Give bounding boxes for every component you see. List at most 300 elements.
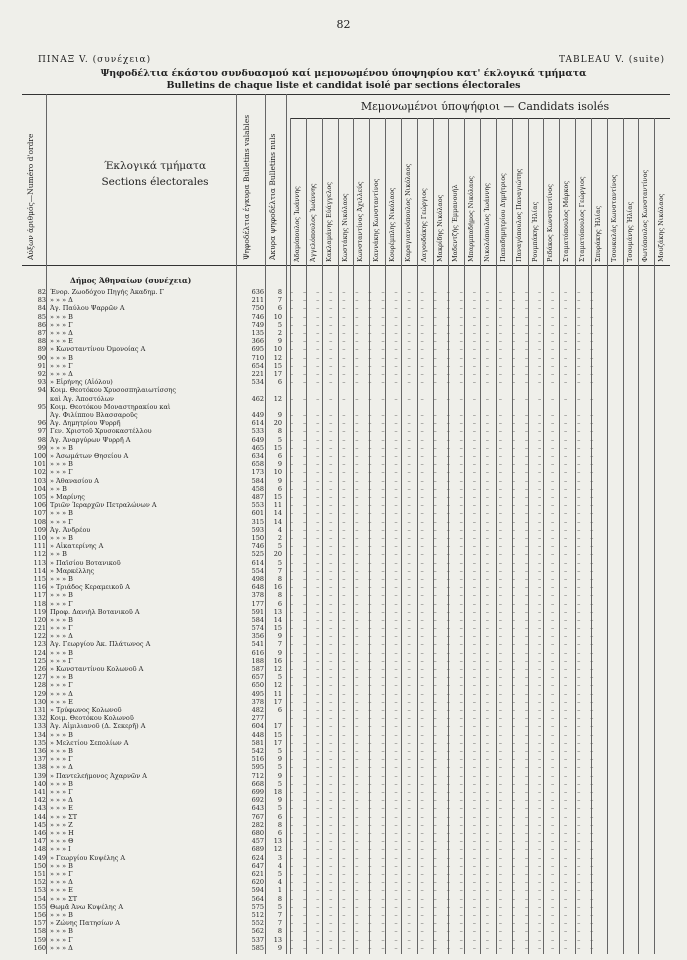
row-valid: 750 — [251, 304, 264, 313]
row-number: 133 — [33, 722, 46, 731]
row-section: » » » Β — [50, 509, 73, 518]
divider — [46, 94, 47, 954]
row-valid: 135 — [251, 328, 264, 337]
row-valid: 465 — [251, 443, 264, 452]
row-section: » » » Β — [50, 673, 73, 682]
row-valid: 449 — [251, 410, 264, 419]
row-valid: 767 — [251, 812, 264, 821]
row-number: 118 — [33, 599, 46, 608]
row-valid: 699 — [251, 788, 264, 797]
header-bottom-rule — [22, 265, 670, 266]
row-valid: 616 — [251, 648, 264, 657]
row-candidate-dashes: –––––––––––––––––––––––– — [290, 755, 604, 764]
row-number: 107 — [33, 509, 46, 518]
row-candidate-dashes: –––––––––––––––––––––––– — [290, 845, 604, 854]
row-null: 9 — [277, 796, 282, 805]
row-valid: 448 — [251, 730, 264, 739]
row-section: » » » Β — [50, 911, 73, 919]
row-null: 2 — [277, 328, 282, 337]
row-section: » Άσωμάτων Θησείου Α — [50, 451, 129, 460]
row-valid: 749 — [251, 320, 264, 329]
row-number: 128 — [33, 681, 46, 690]
row-null: 18 — [273, 788, 282, 797]
row-section: » » » Β — [50, 861, 73, 870]
row-section: » » » Β — [50, 574, 73, 583]
row-null: 5 — [277, 747, 282, 756]
row-number: 96 — [37, 419, 46, 428]
row-null: 5 — [277, 870, 282, 879]
row-candidate-dashes: –––––––––––––––––––––––– — [290, 689, 604, 698]
col-null-header: Άκυρα ψηφοδέλτια Bulletins nuls — [268, 133, 277, 260]
row-number: 103 — [33, 476, 46, 485]
row-valid: 587 — [251, 665, 264, 674]
row-section: » » » Β — [50, 747, 73, 756]
row-candidate-dashes: –––––––––––––––––––––––– — [290, 304, 604, 313]
row-null: 10 — [273, 312, 282, 321]
row-null: 5 — [277, 763, 282, 772]
row-candidate-dashes: –––––––––––––––––––––––– — [290, 378, 604, 387]
row-number: 95 — [37, 402, 46, 411]
row-section: » Μαρίνης — [50, 492, 85, 501]
row-candidate-dashes: –––––––––––––––––––––––– — [290, 353, 604, 362]
row-valid: 458 — [251, 484, 264, 493]
row-valid: 712 — [251, 771, 264, 780]
row-valid: 516 — [251, 755, 264, 764]
candidate-name: Μουζάκης Νικόλαος — [657, 193, 666, 262]
row-null: 17 — [273, 697, 282, 706]
candidate-name: Άγγελόπουλος Ίωάννης — [308, 183, 317, 262]
row-null: 5 — [277, 902, 282, 911]
row-section: Θωμᾶ Άνω Κυψέλης Α — [50, 902, 124, 911]
row-candidate-dashes: –––––––––––––––––––––––– — [290, 632, 604, 641]
row-null: 4 — [277, 861, 282, 870]
row-valid: 533 — [251, 427, 264, 436]
row-section: » Παϊσίου Βοτανικοῦ — [50, 558, 121, 567]
title-greek: Ψηφοδέλτια έκάστου συνδυασμού καί μεμονωμένου ύποψηφίου κατ' έκλογικά τμήματα — [100, 68, 587, 79]
section-header-fr: Sections électorales — [101, 176, 209, 188]
row-null: 5 — [277, 779, 282, 788]
row-number: 104 — [33, 484, 46, 493]
row-section: » » » Β — [50, 591, 73, 600]
row-valid: 575 — [251, 902, 264, 911]
row-valid: 315 — [251, 517, 264, 526]
row-candidate-dashes: –––––––––––––––––––––––– — [290, 747, 604, 756]
row-valid: 356 — [251, 632, 264, 641]
row-number: 155 — [33, 902, 46, 911]
row-valid: 643 — [251, 804, 264, 813]
row-valid: 595 — [251, 763, 264, 772]
row-section: » » » Ι — [50, 845, 71, 854]
row-number: 159 — [33, 935, 46, 944]
row-valid: 482 — [251, 706, 264, 715]
candidate-name: Καννάκης Κωνσταντίνος — [372, 178, 381, 262]
candidate-name: Άδαμόπουλος Ίωάννης — [293, 186, 301, 262]
row-number: 124 — [33, 648, 46, 657]
row-number: 111 — [33, 542, 46, 551]
row-candidate-dashes: –––––––––––––––––––––––– — [290, 320, 604, 329]
row-null: 13 — [273, 837, 282, 846]
header-right: TABLEAU V. (suite) — [558, 55, 665, 65]
row-number: 108 — [33, 517, 46, 526]
row-section: » » » Ε — [50, 886, 73, 895]
row-section: Άγ. Αἰμιλιανοῦ (Δ. Σεκερῆ) Α — [50, 722, 146, 731]
row-candidate-dashes: –––––––––––––––––––––––– — [290, 812, 604, 821]
row-number: 112 — [33, 550, 46, 559]
page-number: 82 — [336, 18, 351, 31]
row-candidate-dashes: –––––––––––––––––––––––– — [290, 607, 604, 616]
row-number: 160 — [33, 943, 46, 952]
row-number: 132 — [33, 714, 46, 723]
row-candidate-dashes: –––––––––––––––––––––––– — [290, 583, 604, 592]
row-candidate-dashes: –––––––––––––––––––––––– — [290, 525, 604, 534]
row-null: 15 — [273, 624, 282, 633]
row-null: 5 — [277, 673, 282, 682]
row-section: » » » Β — [50, 443, 73, 452]
row-candidate-dashes: –––––––––––––––––––––––– — [290, 410, 604, 419]
candidate-name: Παπαδημητρίου Δημήτριος — [498, 173, 507, 262]
row-section: Άγ. Γεωργίου Άκ. Πλάτωνος Α — [50, 640, 151, 649]
row-candidate-dashes: –––––––––––––––––––––––– — [290, 779, 604, 788]
row-valid: 534 — [251, 378, 264, 387]
row-section: » » » Δ — [50, 296, 73, 305]
row-candidate-dashes: –––––––––––––––––––––––– — [290, 288, 604, 296]
divider — [236, 94, 237, 954]
row-candidate-dashes: –––––––––––––––––––––––– — [290, 902, 604, 911]
row-null: 15 — [273, 443, 282, 452]
row-valid: 378 — [251, 591, 264, 600]
row-valid: 498 — [251, 574, 264, 583]
row-valid: 495 — [251, 689, 264, 698]
row-valid: 692 — [251, 796, 264, 805]
row-number: 113 — [33, 558, 46, 567]
row-null: 4 — [277, 878, 282, 887]
row-number: 137 — [33, 755, 46, 764]
candidate-name: Κωστάκης Νικόλαος — [340, 193, 349, 262]
row-candidate-dashes: –––––––––––––––––––––––– — [290, 451, 604, 460]
row-section: » Μαρκέλλης — [50, 566, 95, 575]
row-valid: 525 — [251, 550, 264, 559]
row-candidate-dashes: –––––––––––––––––––––––– — [290, 829, 604, 838]
col-valid-header: Ψηφοδέλτια έγκυρα Bulletins valables — [242, 114, 251, 260]
row-null: 5 — [277, 320, 282, 329]
row-number: 146 — [33, 829, 46, 838]
row-null: 15 — [273, 730, 282, 739]
row-number: 152 — [33, 878, 46, 887]
row-number: 102 — [33, 468, 46, 477]
row-valid: 614 — [251, 558, 264, 567]
row-candidate-dashes: –––––––––––––––––––––––– — [290, 894, 604, 903]
row-null: 16 — [273, 656, 282, 665]
candidate-name: Σταματόπουλος Γεώργιος — [578, 176, 586, 262]
row-number: 88 — [37, 337, 46, 346]
candidate-name: Σταματόπουλος Μάρκος — [562, 180, 571, 262]
row-null: 5 — [277, 558, 282, 567]
row-null: 16 — [273, 583, 282, 592]
title-french: Bulletins de chaque liste et candidat isolé par sections électorales — [166, 80, 521, 91]
row-number: 121 — [33, 624, 46, 633]
row-null: 12 — [273, 353, 282, 362]
row-number: 105 — [33, 492, 46, 501]
row-section: Κοιμ. Θεοτόκου Μοναστηρακίου καὶ — [50, 402, 171, 411]
row-candidate-dashes: –––––––––––––––––––––––– — [290, 566, 604, 575]
row-section: » » » Β — [50, 927, 73, 936]
row-candidate-dashes: –––––––––––––––––––––––– — [290, 591, 604, 600]
row-candidate-dashes: –––––––––––––––––––––––– — [290, 312, 604, 321]
col-number-header: Αύξων άριθμός—Numéro d'ordre — [26, 133, 35, 260]
row-valid: 614 — [251, 419, 264, 428]
row-candidate-dashes: –––––––––––––––––––––––– — [290, 337, 604, 346]
row-section: Άγ. Φιλίππου Βλασσαροῦς — [50, 410, 138, 419]
row-valid: 657 — [251, 673, 264, 682]
row-valid: 378 — [251, 697, 264, 706]
row-number: 110 — [33, 533, 46, 542]
row-null: 12 — [273, 394, 282, 403]
row-candidate-dashes: –––––––––––––––––––––––– — [290, 533, 604, 542]
row-valid: 282 — [251, 820, 264, 829]
row-valid: 594 — [251, 886, 264, 895]
row-number: 101 — [33, 460, 46, 469]
row-valid: 221 — [251, 369, 264, 378]
row-section: » » » Θ — [50, 837, 74, 846]
row-null: 12 — [273, 665, 282, 674]
row-valid: 457 — [251, 837, 264, 846]
row-section: » » » Δ — [50, 689, 73, 698]
row-candidate-dashes: –––––––––––––––––––––––– — [290, 615, 604, 624]
row-candidate-dashes: –––––––––––––––––––––––– — [290, 492, 604, 501]
row-null: 7 — [277, 640, 282, 649]
row-section: » Εἰρήνης (Αἰόλου) — [50, 378, 113, 387]
row-null: 8 — [277, 591, 282, 600]
row-valid: 177 — [251, 599, 264, 608]
row-number: 117 — [33, 591, 46, 600]
row-candidate-dashes: –––––––––––––––––––––––– — [290, 796, 604, 805]
row-valid: 277 — [251, 714, 264, 723]
row-section: » » » Β — [50, 730, 73, 739]
row-number: 123 — [33, 640, 46, 649]
row-candidate-dashes: –––––––––––––––––––––––– — [290, 763, 604, 772]
row-section: » Άθανασίου Α — [50, 476, 99, 485]
row-number: 143 — [33, 804, 46, 813]
candidate-name: Λαγουδάκης Γεώργιος — [419, 188, 428, 262]
row-null: 12 — [273, 681, 282, 690]
row-candidate-dashes: –––––––––––––––––––––––– — [290, 730, 604, 739]
row-number: 139 — [33, 771, 46, 780]
row-section: » » » Δ — [50, 878, 73, 887]
row-valid: 680 — [251, 829, 264, 838]
row-null: 13 — [273, 935, 282, 944]
row-null: 9 — [277, 632, 282, 641]
row-null: 9 — [277, 771, 282, 780]
row-null: 5 — [277, 542, 282, 551]
row-candidate-dashes: –––––––––––––––––––––––– — [290, 665, 604, 674]
candidate-name: Νικολόπουλος Ίωάννης — [483, 183, 491, 262]
row-section: Τριῶν Ίεραρχῶν Πετραλώνων Α — [50, 501, 157, 510]
row-number: 93 — [37, 378, 46, 387]
row-valid: 689 — [251, 845, 264, 854]
row-section: Άγ. Άνδρέου — [50, 525, 91, 534]
divider — [286, 94, 287, 954]
row-null: 15 — [273, 361, 282, 370]
row-section: » » Β — [50, 484, 67, 493]
candidate-name: Φωτόπουλος Κωνσταντίνος — [641, 169, 650, 262]
row-candidate-dashes: –––––––––––––––––––––––– — [290, 911, 604, 919]
row-number: 150 — [33, 861, 46, 870]
row-candidate-dashes: –––––––––––––––––––––––– — [290, 919, 604, 928]
row-null: 4 — [277, 525, 282, 534]
row-number: 148 — [33, 845, 46, 854]
row-null: 9 — [277, 943, 282, 952]
row-null: 9 — [277, 337, 282, 346]
row-section: » Κωνσταντίνου Κολωνοῦ Α — [50, 665, 144, 674]
row-null: 1 — [277, 886, 282, 895]
row-null: 13 — [273, 607, 282, 616]
row-null: 10 — [273, 468, 282, 477]
row-null: 5 — [277, 435, 282, 444]
row-candidate-dashes: –––––––––––––––––––––––– — [290, 640, 604, 649]
row-valid: 648 — [251, 583, 264, 592]
row-valid: 584 — [251, 615, 264, 624]
divider — [265, 94, 266, 954]
row-section: » » » Β — [50, 648, 73, 657]
row-valid: 654 — [251, 361, 264, 370]
row-candidate-dashes: –––––––––––––––––––––––– — [290, 706, 604, 715]
row-null: 7 — [277, 566, 282, 575]
candidate-name: Μαδεντζής Έμμανουήλ — [451, 184, 460, 262]
row-number: 97 — [37, 427, 46, 436]
row-section: » Τριάδος Κεραμεικοῦ Α — [50, 583, 130, 592]
row-candidate-dashes: –––––––––––––––––––––––– — [290, 394, 604, 403]
row-valid: 710 — [251, 353, 264, 362]
candidate-name: Καραγιαννόπουλος Νικόλαος — [403, 163, 412, 262]
row-number: 100 — [33, 451, 46, 460]
row-number: 134 — [33, 730, 46, 739]
row-null: 6 — [277, 706, 282, 715]
row-null: 9 — [277, 648, 282, 657]
row-valid: 562 — [251, 927, 264, 936]
candidate-name: Ρεδάκος Κωνσταντίνος — [546, 184, 555, 262]
row-valid: 462 — [251, 394, 264, 403]
row-number: 156 — [33, 911, 46, 919]
row-valid: 695 — [251, 345, 264, 354]
row-candidate-dashes: –––––––––––––––––––––––– — [290, 837, 604, 846]
row-null: 6 — [277, 304, 282, 313]
row-null: 8 — [277, 574, 282, 583]
row-candidate-dashes: –––––––––––––––––––––––– — [290, 697, 604, 706]
row-section: » » » Γ — [50, 656, 73, 665]
row-valid: 574 — [251, 624, 264, 633]
row-valid: 604 — [251, 722, 264, 731]
row-section: » » » Ε — [50, 337, 73, 346]
row-candidate-dashes: –––––––––––––––––––––––– — [290, 656, 604, 665]
row-number: 141 — [33, 788, 46, 797]
row-candidate-dashes: –––––––––––––––––––––––– — [290, 673, 604, 682]
row-number: 149 — [33, 853, 46, 862]
row-number: 120 — [33, 615, 46, 624]
row-section: » » » Γ — [50, 935, 73, 944]
row-section: καὶ Άγ. Άποστόλων — [50, 394, 114, 403]
row-section: » » » Δ — [50, 763, 73, 772]
row-section: » » » Γ — [50, 755, 73, 764]
row-number: 131 — [33, 706, 46, 715]
row-null: 6 — [277, 484, 282, 493]
candidate-name: Σπυράκης Ήλίας — [593, 205, 602, 262]
row-valid: 487 — [251, 492, 264, 501]
row-null: 6 — [277, 829, 282, 838]
row-candidate-dashes: –––––––––––––––––––––––– — [290, 501, 604, 510]
row-section: » » » Γ — [50, 361, 73, 370]
row-null: 7 — [277, 911, 282, 919]
row-valid: 537 — [251, 935, 264, 944]
row-number: 106 — [33, 501, 46, 510]
row-valid: 591 — [251, 607, 264, 616]
row-candidate-dashes: –––––––––––––––––––––––– — [290, 345, 604, 354]
row-number: 85 — [37, 312, 46, 321]
group-title: Δήμος Άθηναίων (συνέχεια) — [70, 276, 192, 285]
row-section: » Τρύφωνος Κολωνοῦ — [50, 706, 122, 715]
row-number: 87 — [37, 328, 46, 337]
row-null: 10 — [273, 345, 282, 354]
row-valid: 746 — [251, 542, 264, 551]
row-null: 6 — [277, 599, 282, 608]
row-number: 116 — [33, 583, 46, 592]
row-number: 89 — [37, 345, 46, 354]
row-number: 92 — [37, 369, 46, 378]
row-section: » » » Γ — [50, 320, 73, 329]
row-number: 122 — [33, 632, 46, 641]
row-candidate-dashes: –––––––––––––––––––––––– — [290, 558, 604, 567]
row-number: 130 — [33, 697, 46, 706]
row-section: » » » Β — [50, 312, 73, 321]
row-number: 84 — [37, 304, 46, 313]
row-valid: 668 — [251, 779, 264, 788]
row-candidate-dashes: –––––––––––––––––––––––– — [290, 419, 604, 428]
row-null: 8 — [277, 820, 282, 829]
row-section: » » » Γ — [50, 517, 73, 526]
row-number: 154 — [33, 894, 46, 903]
row-section: » » » Γ — [50, 681, 73, 690]
row-number: 135 — [33, 738, 46, 747]
row-null: 17 — [273, 738, 282, 747]
row-candidate-dashes: –––––––––––––––––––––––– — [290, 574, 604, 583]
row-valid: 593 — [251, 525, 264, 534]
row-candidate-dashes: –––––––––––––––––––––––– — [290, 476, 604, 485]
header-left: ΠΙΝΑΞ V. (συνέχεια) — [38, 55, 152, 65]
top-rule — [22, 94, 670, 95]
row-number: 94 — [37, 386, 46, 395]
row-number: 140 — [33, 779, 46, 788]
row-valid: 554 — [251, 566, 264, 575]
row-candidate-dashes: –––––––––––––––––––––––– — [290, 943, 604, 952]
row-candidate-dashes: –––––––––––––––––––––––– — [290, 624, 604, 633]
row-section: » » » Δ — [50, 943, 73, 952]
row-candidate-dashes: –––––––––––––––––––––––– — [290, 509, 604, 518]
row-null: 6 — [277, 812, 282, 821]
row-section: Άγ. Δημητρίου Ψυρρῆ — [50, 419, 121, 428]
row-valid: 636 — [251, 288, 264, 296]
row-section: Άγ. Άναργύρων Ψυρρῆ Α — [50, 435, 131, 444]
row-section: » » » Γ — [50, 624, 73, 633]
row-number: 142 — [33, 796, 46, 805]
row-section: » » » Δ — [50, 796, 73, 805]
row-section: » » » Δ — [50, 369, 73, 378]
row-number: 136 — [33, 747, 46, 756]
row-candidate-dashes: –––––––––––––––––––––––– — [290, 820, 604, 829]
row-candidate-dashes: –––––––––––––––––––––––– — [290, 460, 604, 469]
row-valid: 552 — [251, 919, 264, 928]
row-valid: 585 — [251, 943, 264, 952]
candidate-name: Ρουμπάκης Ήλίας — [530, 201, 539, 262]
row-null: 14 — [273, 509, 282, 518]
